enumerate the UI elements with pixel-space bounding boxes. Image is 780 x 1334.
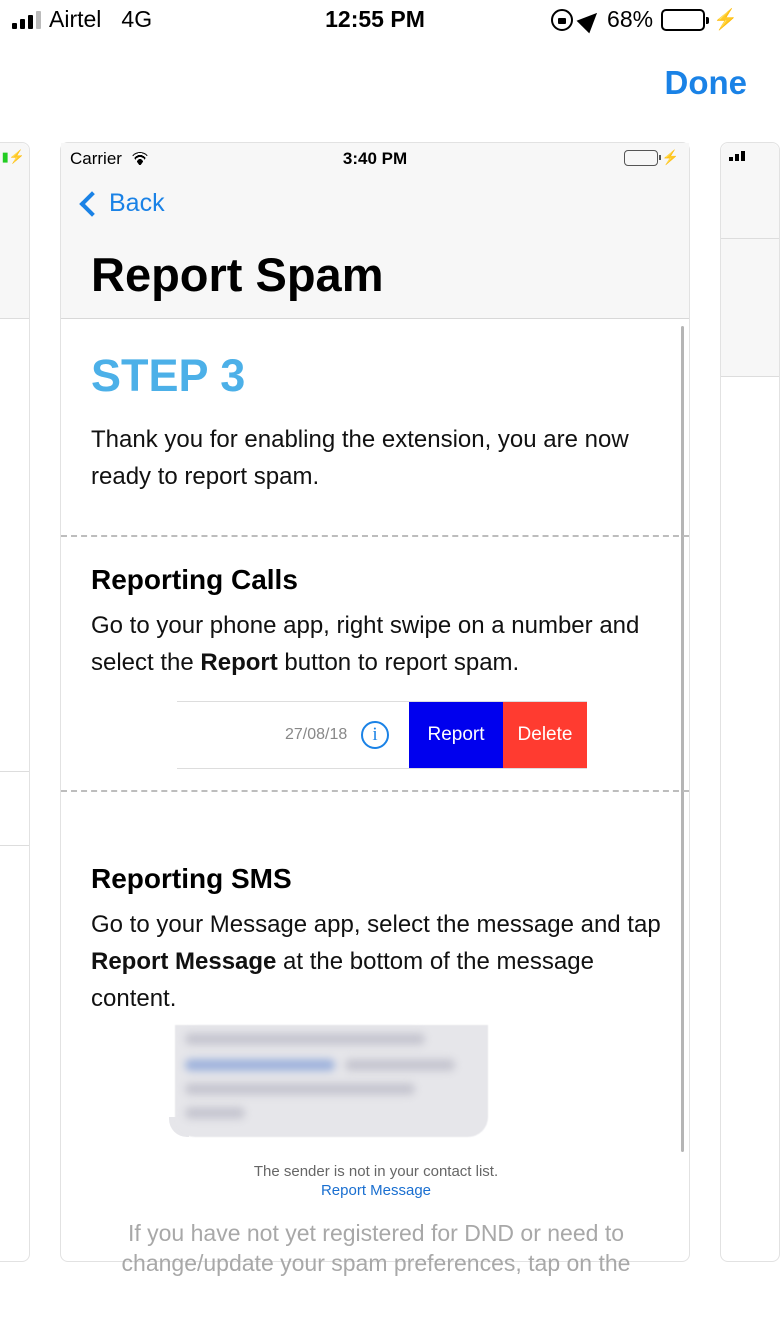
status-bar bbox=[0, 0, 750, 40]
chevron-left-icon bbox=[79, 191, 104, 216]
info-icon: i bbox=[361, 721, 389, 749]
sender-note: The sender is not in your contact list. bbox=[253, 1163, 499, 1180]
signal-icon bbox=[729, 151, 745, 161]
charging-icon: ⚡ bbox=[661, 149, 679, 165]
back-label: Back bbox=[109, 189, 165, 217]
divider bbox=[61, 535, 689, 537]
preview-card[interactable] bbox=[60, 142, 690, 1276]
step-title: STEP 3 bbox=[91, 350, 246, 401]
preview-status-bar bbox=[61, 143, 689, 177]
sms-heading: Reporting SMS bbox=[91, 863, 292, 894]
preview-header bbox=[61, 143, 689, 319]
carrier-name: Airtel bbox=[49, 6, 102, 32]
done-button[interactable]: Done bbox=[664, 64, 747, 101]
battery-icon bbox=[661, 9, 705, 31]
charging-icon: ⚡ bbox=[713, 9, 738, 31]
footer-text: If you have not yet registered for DND or need to change/update your spam preferences, tap on the bbox=[121, 1220, 631, 1276]
battery-percent: 68% bbox=[607, 6, 654, 32]
calls-heading: Reporting Calls bbox=[91, 564, 298, 595]
clock: 12:55 PM bbox=[325, 6, 425, 32]
call-date: 27/08/18 bbox=[285, 726, 348, 743]
divider bbox=[61, 790, 689, 792]
report-button: Report bbox=[409, 702, 503, 768]
previous-card[interactable] bbox=[0, 142, 30, 1262]
next-card[interactable] bbox=[720, 142, 780, 1262]
page-title: Report Spam bbox=[91, 248, 384, 301]
sms-text: Go to your Message app, select the message and tap Report Message at the bottom of the message content. bbox=[91, 911, 661, 1012]
step-text: Thank you for enabling the extension, you are now ready to report spam. bbox=[91, 426, 629, 490]
calls-text: Go to your phone app, right swipe on a number and select the Report button to report spam. bbox=[91, 612, 640, 676]
scrollbar[interactable] bbox=[681, 326, 684, 1152]
location-icon bbox=[577, 6, 604, 33]
rotation-lock-icon bbox=[551, 9, 573, 31]
battery-icon bbox=[624, 150, 658, 166]
network-type: 4G bbox=[121, 6, 153, 32]
back-button[interactable] bbox=[77, 189, 165, 218]
preview-content[interactable] bbox=[61, 320, 689, 1276]
report-message-link: Report Message bbox=[320, 1182, 432, 1199]
preview-carrier: Carrier bbox=[70, 149, 122, 168]
preview-clock: 3:40 PM bbox=[342, 149, 408, 168]
call-row-example bbox=[177, 701, 587, 769]
battery-icon: ▮⚡ bbox=[1, 149, 25, 164]
delete-button: Delete bbox=[503, 702, 587, 768]
message-bubble-blurred bbox=[175, 1025, 488, 1137]
